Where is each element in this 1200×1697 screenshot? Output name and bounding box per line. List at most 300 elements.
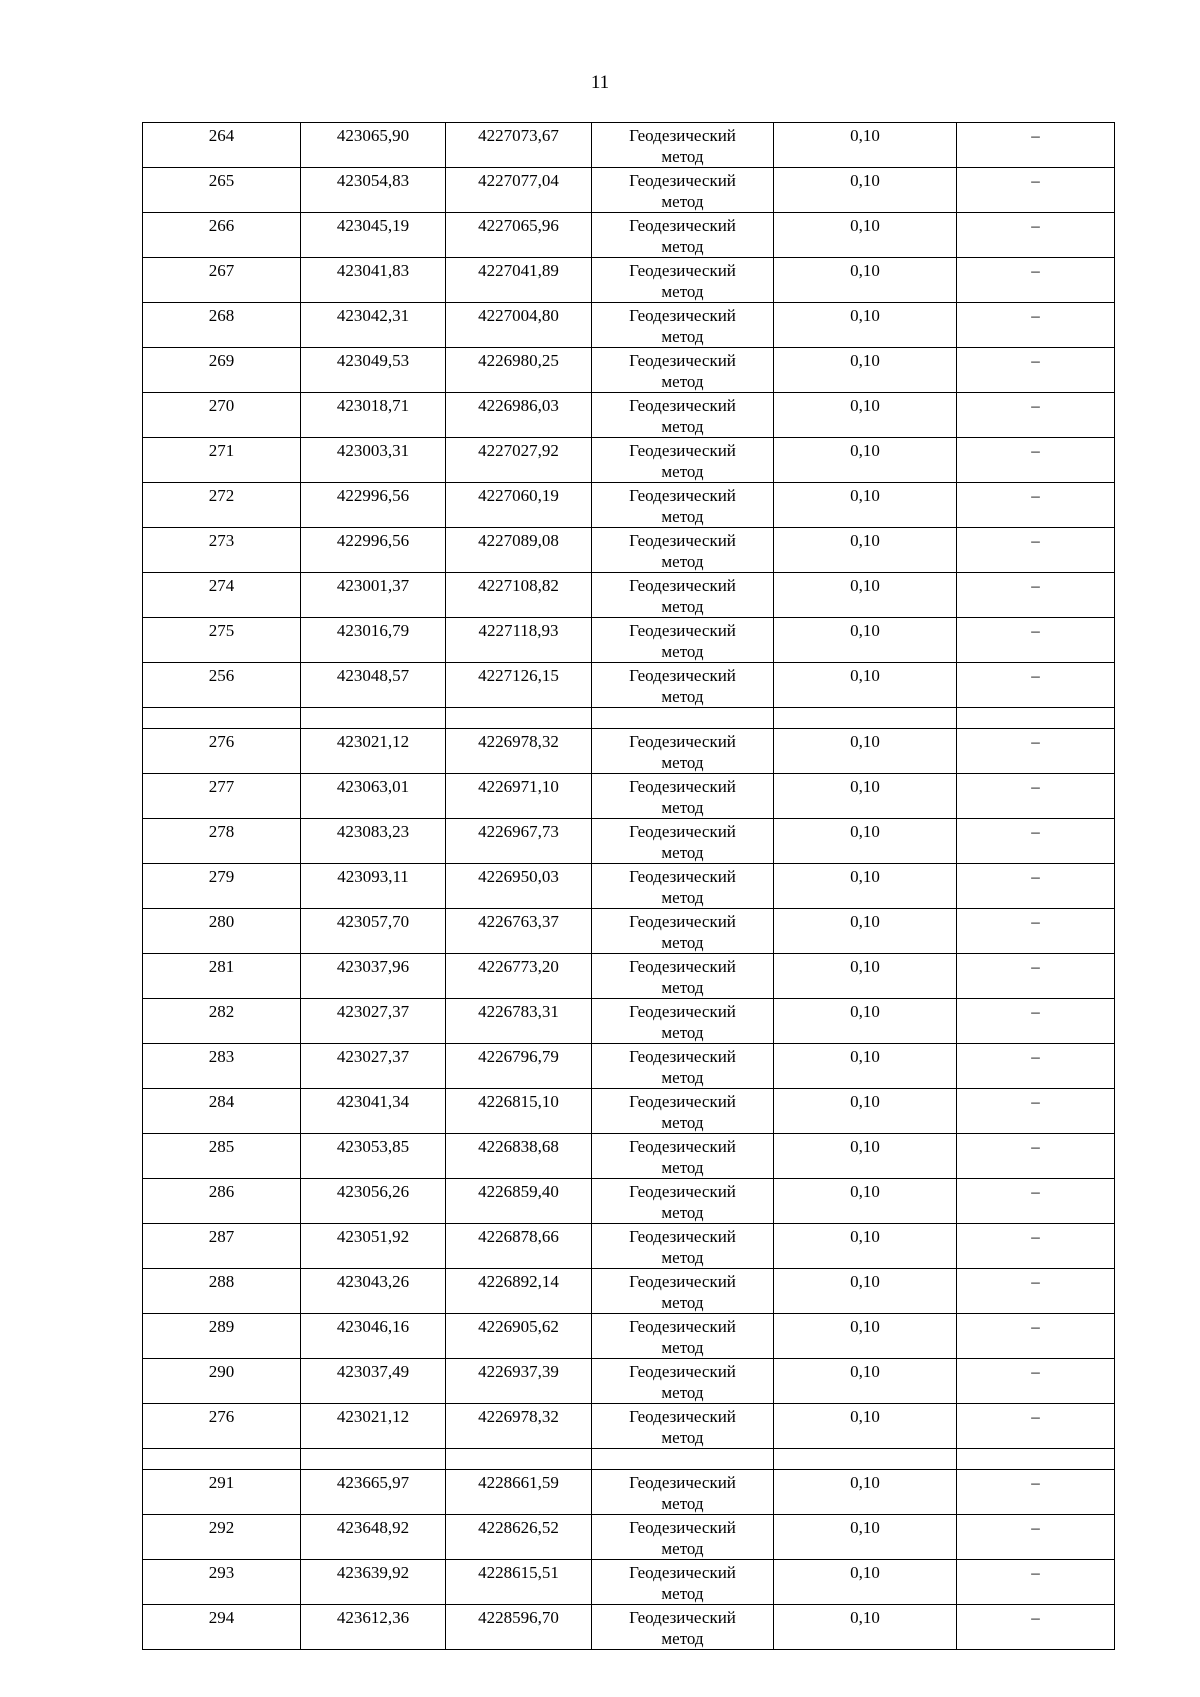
y-coordinate-cell [446,1359,592,1404]
method-cell [592,819,774,864]
x-coordinate-cell [301,1515,446,1560]
note-cell [957,1314,1115,1359]
note-text: – [1031,957,1040,976]
table-row [143,864,1115,909]
note-cell [957,1404,1115,1449]
method-cell [592,1605,774,1650]
method-text: Геодезический [629,1092,736,1111]
point-number-text: 276 [208,732,235,751]
accuracy-cell [774,663,957,708]
note-cell [957,729,1115,774]
x-coordinate-text: 423027,37 [336,1002,410,1021]
accuracy-text: 0,10 [850,396,880,415]
empty-cell [301,708,446,729]
table-row [143,258,1115,303]
accuracy-text: 0,10 [850,1407,880,1426]
table-row [143,1359,1115,1404]
point-number-cell [143,213,301,258]
method-text-line2: метод [661,642,704,661]
method-text-line2: метод [661,843,704,862]
point-number-text: 270 [208,396,235,415]
method-text: Геодезический [629,531,736,550]
point-number-text: 264 [208,126,235,145]
accuracy-text: 0,10 [850,531,880,550]
y-coordinate-text: 4227108,82 [478,576,559,595]
note-text: – [1031,1608,1040,1627]
x-coordinate-text: 423021,12 [336,1407,410,1426]
method-text-line2: метод [661,933,704,952]
accuracy-cell [774,774,957,819]
y-coordinate-cell [446,1269,592,1314]
accuracy-text: 0,10 [850,261,880,280]
table-row [143,1605,1115,1650]
note-text: – [1031,1137,1040,1156]
empty-cell [957,1449,1115,1470]
y-coordinate-text: 4227126,15 [478,666,559,685]
method-text-line2: метод [661,1338,704,1357]
accuracy-text: 0,10 [850,1518,880,1537]
y-coordinate-text: 4228615,51 [478,1563,559,1582]
note-cell [957,1224,1115,1269]
method-cell [592,348,774,393]
x-coordinate-text: 423003,31 [336,441,410,460]
point-number-text: 277 [208,777,235,796]
note-cell [957,123,1115,168]
point-number-text: 271 [208,441,235,460]
point-number-cell [143,1470,301,1515]
accuracy-text: 0,10 [850,1092,880,1111]
method-text-line2: метод [661,1383,704,1402]
y-coordinate-cell [446,1044,592,1089]
point-number-cell [143,1359,301,1404]
point-number-cell [143,999,301,1044]
accuracy-text: 0,10 [850,441,880,460]
table-row [143,168,1115,213]
x-coordinate-cell [301,1404,446,1449]
accuracy-text: 0,10 [850,1047,880,1066]
x-coordinate-text: 423057,70 [336,912,410,931]
accuracy-cell [774,573,957,618]
note-text: – [1031,171,1040,190]
y-coordinate-text: 4228596,70 [478,1608,559,1627]
method-text: Геодезический [629,1518,736,1537]
point-number-cell [143,729,301,774]
point-number-text: 280 [208,912,235,931]
x-coordinate-cell [301,573,446,618]
method-text: Геодезический [629,1002,736,1021]
point-number-text: 272 [208,486,235,505]
method-text-line2: метод [661,1023,704,1042]
x-coordinate-cell [301,909,446,954]
y-coordinate-text: 4227060,19 [478,486,559,505]
note-cell [957,1044,1115,1089]
accuracy-cell [774,819,957,864]
table-row [143,774,1115,819]
y-coordinate-cell [446,1404,592,1449]
accuracy-cell [774,999,957,1044]
y-coordinate-cell [446,123,592,168]
table-row [143,618,1115,663]
accuracy-text: 0,10 [850,351,880,370]
method-text: Геодезический [629,1272,736,1291]
accuracy-text: 0,10 [850,216,880,235]
method-cell [592,1560,774,1605]
method-cell [592,528,774,573]
y-coordinate-cell [446,864,592,909]
point-number-cell [143,483,301,528]
method-cell [592,1359,774,1404]
separator-row [143,708,1115,729]
y-coordinate-cell [446,1224,592,1269]
x-coordinate-cell [301,999,446,1044]
x-coordinate-text: 423048,57 [336,666,410,685]
note-cell [957,819,1115,864]
point-number-text: 287 [208,1227,235,1246]
point-number-cell [143,819,301,864]
method-cell [592,1404,774,1449]
note-cell [957,168,1115,213]
note-text: – [1031,777,1040,796]
accuracy-text: 0,10 [850,1317,880,1336]
point-number-text: 282 [208,1002,235,1021]
accuracy-cell [774,1404,957,1449]
x-coordinate-cell [301,528,446,573]
x-coordinate-cell [301,729,446,774]
accuracy-text: 0,10 [850,1227,880,1246]
y-coordinate-text: 4227089,08 [478,531,559,550]
point-number-cell [143,954,301,999]
x-coordinate-text: 422996,56 [336,486,410,505]
accuracy-cell [774,258,957,303]
method-text-line2: метод [661,1293,704,1312]
point-number-text: 269 [208,351,235,370]
method-text-line2: метод [661,282,704,301]
x-coordinate-cell [301,168,446,213]
point-number-text: 285 [208,1137,235,1156]
x-coordinate-cell [301,618,446,663]
y-coordinate-text: 4226783,31 [478,1002,559,1021]
x-coordinate-text: 423639,92 [336,1563,410,1582]
y-coordinate-text: 4228626,52 [478,1518,559,1537]
accuracy-cell [774,729,957,774]
note-text: – [1031,1047,1040,1066]
y-coordinate-cell [446,1605,592,1650]
method-text: Геодезический [629,1473,736,1492]
table-row [143,1404,1115,1449]
point-number-text: 284 [208,1092,235,1111]
note-text: – [1031,822,1040,841]
accuracy-text: 0,10 [850,777,880,796]
note-text: – [1031,261,1040,280]
x-coordinate-text: 423027,37 [336,1047,410,1066]
table-row [143,1224,1115,1269]
x-coordinate-cell [301,1134,446,1179]
y-coordinate-cell [446,1179,592,1224]
y-coordinate-text: 4226878,66 [478,1227,559,1246]
y-coordinate-cell [446,954,592,999]
method-text: Геодезический [629,1362,736,1381]
note-text: – [1031,1272,1040,1291]
note-cell [957,774,1115,819]
x-coordinate-cell [301,393,446,438]
note-text: – [1031,216,1040,235]
method-text: Геодезический [629,261,736,280]
y-coordinate-text: 4226980,25 [478,351,559,370]
accuracy-cell [774,483,957,528]
x-coordinate-cell [301,1359,446,1404]
accuracy-text: 0,10 [850,867,880,886]
accuracy-text: 0,10 [850,1182,880,1201]
point-number-cell [143,1605,301,1650]
accuracy-cell [774,348,957,393]
x-coordinate-text: 423051,92 [336,1227,410,1246]
x-coordinate-text: 423648,92 [336,1518,410,1537]
method-text: Геодезический [629,1563,736,1582]
point-number-text: 268 [208,306,235,325]
method-cell [592,729,774,774]
table-row [143,573,1115,618]
accuracy-cell [774,213,957,258]
method-text-line2: метод [661,507,704,526]
note-text: – [1031,1473,1040,1492]
method-text-line2: метод [661,327,704,346]
y-coordinate-cell [446,909,592,954]
empty-cell [774,708,957,729]
accuracy-text: 0,10 [850,1608,880,1627]
method-text-line2: метод [661,753,704,772]
method-text-line2: метод [661,798,704,817]
y-coordinate-text: 4226859,40 [478,1182,559,1201]
table-row [143,1470,1115,1515]
accuracy-text: 0,10 [850,306,880,325]
note-cell [957,999,1115,1044]
accuracy-text: 0,10 [850,912,880,931]
empty-cell [774,1449,957,1470]
point-number-cell [143,618,301,663]
point-number-cell [143,1044,301,1089]
method-text-line2: метод [661,1248,704,1267]
table-row [143,393,1115,438]
method-text-line2: метод [661,462,704,481]
note-cell [957,393,1115,438]
y-coordinate-cell [446,999,592,1044]
method-cell [592,438,774,483]
x-coordinate-text: 423043,26 [336,1272,410,1291]
x-coordinate-cell [301,1269,446,1314]
y-coordinate-cell [446,528,592,573]
x-coordinate-text: 423665,97 [336,1473,410,1492]
accuracy-cell [774,1134,957,1179]
table-row [143,303,1115,348]
point-number-text: 265 [208,171,235,190]
y-coordinate-cell [446,168,592,213]
page-number: 11 [590,72,610,93]
x-coordinate-cell [301,438,446,483]
note-cell [957,1359,1115,1404]
table-row [143,819,1115,864]
point-number-text: 291 [208,1473,235,1492]
method-text-line2: метод [661,1428,704,1447]
y-coordinate-cell [446,393,592,438]
accuracy-cell [774,393,957,438]
y-coordinate-text: 4227065,96 [478,216,559,235]
note-cell [957,258,1115,303]
y-coordinate-cell [446,1470,592,1515]
method-text-line2: метод [661,147,704,166]
accuracy-cell [774,438,957,483]
x-coordinate-text: 423037,96 [336,957,410,976]
y-coordinate-text: 4228661,59 [478,1473,559,1492]
x-coordinate-text: 423046,16 [336,1317,410,1336]
method-cell [592,954,774,999]
x-coordinate-text: 423063,01 [336,777,410,796]
note-cell [957,1605,1115,1650]
table-row [143,123,1115,168]
x-coordinate-text: 423053,85 [336,1137,410,1156]
method-text: Геодезический [629,576,736,595]
point-number-text: 276 [208,1407,235,1426]
note-text: – [1031,441,1040,460]
accuracy-cell [774,1359,957,1404]
point-number-text: 289 [208,1317,235,1336]
note-cell [957,1089,1115,1134]
x-coordinate-cell [301,1044,446,1089]
note-cell [957,1134,1115,1179]
accuracy-cell [774,864,957,909]
x-coordinate-cell [301,1470,446,1515]
y-coordinate-text: 4227027,92 [478,441,559,460]
y-coordinate-text: 4226773,20 [478,957,559,976]
note-text: – [1031,912,1040,931]
point-number-text: 281 [208,957,235,976]
method-cell [592,393,774,438]
method-text: Геодезический [629,777,736,796]
table-row [143,1044,1115,1089]
point-number-cell [143,348,301,393]
accuracy-cell [774,1224,957,1269]
note-cell [957,1515,1115,1560]
table-row [143,909,1115,954]
point-number-cell [143,1224,301,1269]
method-text: Геодезический [629,1317,736,1336]
method-text: Геодезический [629,126,736,145]
y-coordinate-text: 4227041,89 [478,261,559,280]
note-cell [957,618,1115,663]
y-coordinate-text: 4227077,04 [478,171,559,190]
x-coordinate-cell [301,1224,446,1269]
y-coordinate-cell [446,213,592,258]
x-coordinate-text: 423001,37 [336,576,410,595]
y-coordinate-text: 4226967,73 [478,822,559,841]
x-coordinate-text: 423042,31 [336,306,410,325]
method-text: Геодезический [629,396,736,415]
method-cell [592,1134,774,1179]
empty-cell [143,708,301,729]
point-number-cell [143,438,301,483]
accuracy-text: 0,10 [850,732,880,751]
table-row [143,1314,1115,1359]
x-coordinate-cell [301,1314,446,1359]
accuracy-cell [774,954,957,999]
point-number-cell [143,303,301,348]
note-cell [957,573,1115,618]
accuracy-cell [774,1044,957,1089]
point-number-cell [143,1269,301,1314]
note-text: – [1031,306,1040,325]
method-text: Геодезический [629,621,736,640]
empty-cell [301,1449,446,1470]
method-text-line2: метод [661,1113,704,1132]
method-cell [592,1224,774,1269]
method-text-line2: метод [661,888,704,907]
accuracy-text: 0,10 [850,621,880,640]
method-cell [592,258,774,303]
method-text-line2: метод [661,687,704,706]
point-number-cell [143,1515,301,1560]
point-number-text: 274 [208,576,235,595]
accuracy-cell [774,303,957,348]
x-coordinate-cell [301,1560,446,1605]
table-row [143,528,1115,573]
x-coordinate-text: 423093,11 [337,867,409,886]
point-number-text: 294 [208,1608,235,1627]
method-text-line2: метод [661,552,704,571]
note-text: – [1031,396,1040,415]
note-text: – [1031,531,1040,550]
note-text: – [1031,732,1040,751]
method-text-line2: метод [661,1584,704,1603]
method-cell [592,303,774,348]
accuracy-cell [774,618,957,663]
method-text: Геодезический [629,171,736,190]
note-cell [957,864,1115,909]
accuracy-cell [774,528,957,573]
x-coordinate-cell [301,483,446,528]
note-cell [957,1470,1115,1515]
x-coordinate-cell [301,123,446,168]
table-body [143,123,1115,1650]
method-text: Геодезический [629,1407,736,1426]
x-coordinate-cell [301,1089,446,1134]
accuracy-text: 0,10 [850,1137,880,1156]
method-text: Геодезический [629,732,736,751]
note-text: – [1031,126,1040,145]
separator-row [143,1449,1115,1470]
note-text: – [1031,1407,1040,1426]
y-coordinate-cell [446,483,592,528]
y-coordinate-text: 4226978,32 [478,732,559,751]
accuracy-text: 0,10 [850,822,880,841]
note-text: – [1031,621,1040,640]
accuracy-cell [774,1089,957,1134]
x-coordinate-text: 423612,36 [336,1608,410,1627]
method-text: Геодезический [629,666,736,685]
accuracy-text: 0,10 [850,1563,880,1582]
point-number-cell [143,393,301,438]
y-coordinate-cell [446,1515,592,1560]
point-number-cell [143,909,301,954]
method-text-line2: метод [661,978,704,997]
x-coordinate-cell [301,258,446,303]
method-cell [592,213,774,258]
accuracy-text: 0,10 [850,1002,880,1021]
accuracy-cell [774,168,957,213]
point-number-cell [143,864,301,909]
y-coordinate-text: 4226815,10 [478,1092,559,1111]
table-row [143,1089,1115,1134]
y-coordinate-text: 4226971,10 [478,777,559,796]
accuracy-cell [774,1560,957,1605]
